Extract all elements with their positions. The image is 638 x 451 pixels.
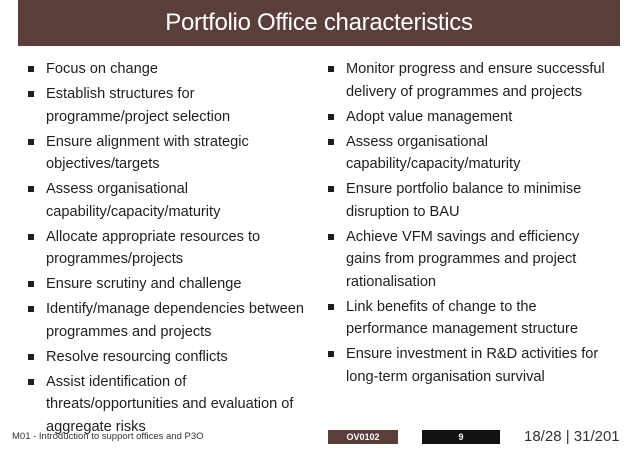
bullet-item (328, 131, 618, 176)
bullet-item (328, 58, 618, 103)
square-bullet-icon (328, 66, 334, 72)
bullet-item (28, 178, 308, 223)
bullet-text: Assist identification of threats/opportunities and evaluation of aggregate risks (46, 373, 294, 435)
square-bullet-icon (28, 66, 34, 72)
square-bullet-icon (28, 379, 34, 385)
bullet-text: Focus on change (46, 61, 158, 77)
square-bullet-icon (328, 114, 334, 120)
bullet-item (328, 296, 618, 341)
square-bullet-icon (28, 281, 34, 287)
bullet-text: Ensure portfolio balance to minimise disruption to BAU (346, 181, 582, 220)
title-bar (18, 0, 620, 46)
bullet-text: Assess organisational capability/capacity/maturity (346, 133, 521, 172)
square-bullet-icon (328, 139, 334, 145)
footer-module-label: M01 - Introduction to support offices and P3O (12, 431, 204, 442)
square-bullet-icon (328, 234, 334, 240)
square-bullet-icon (28, 234, 34, 240)
square-bullet-icon (28, 139, 34, 145)
square-bullet-icon (28, 186, 34, 192)
bullet-text: Resolve resourcing conflicts (46, 348, 228, 365)
bullet-item (28, 226, 308, 271)
bullet-text: Ensure investment in R&D activities for long-term organisation survival (346, 346, 599, 385)
bullet-item (28, 131, 308, 176)
footer (0, 428, 638, 448)
bullet-item (28, 298, 308, 343)
square-bullet-icon (28, 354, 34, 360)
bullet-text: Assess organisational capability/capacity/maturity (46, 181, 221, 220)
square-bullet-icon (28, 306, 34, 312)
bullet-text: Achieve VFM savings and efficiency gains from programmes and project rationalisation (346, 228, 580, 290)
bullet-item (328, 343, 618, 388)
slide-title: Portfolio Office characteristics (165, 9, 473, 36)
square-bullet-icon (28, 91, 34, 97)
left-bullet-list (28, 58, 308, 441)
square-bullet-icon (328, 351, 334, 357)
right-bullet-list (328, 58, 618, 391)
bullet-text: Allocate appropriate resources to programmes/projects (46, 228, 261, 267)
bullet-text: Identify/manage dependencies between programmes and projects (46, 301, 305, 340)
bullet-text: Monitor progress and ensure successful delivery of programmes and projects (346, 61, 605, 100)
bullet-item (328, 226, 618, 294)
bullet-text: Link benefits of change to the performance management structure (346, 298, 578, 337)
slide-counter: 18/28 | 31/201 (524, 428, 620, 445)
square-bullet-icon (328, 304, 334, 310)
bullet-text: Establish structures for programme/project selection (46, 86, 231, 125)
bullet-item (328, 178, 618, 223)
bullet-text: Adopt value management (346, 108, 513, 125)
bullet-text: Ensure alignment with strategic objectives/targets (46, 133, 249, 172)
bullet-item (28, 273, 308, 296)
bullet-text: Ensure scrutiny and challenge (46, 276, 242, 292)
footer-code-badge: OV0102 (328, 430, 398, 444)
bullet-item (28, 58, 308, 81)
footer-page-badge: 9 (422, 430, 500, 444)
bullet-item (328, 106, 618, 129)
bullet-item (28, 346, 308, 369)
square-bullet-icon (328, 186, 334, 192)
bullet-item (28, 83, 308, 128)
